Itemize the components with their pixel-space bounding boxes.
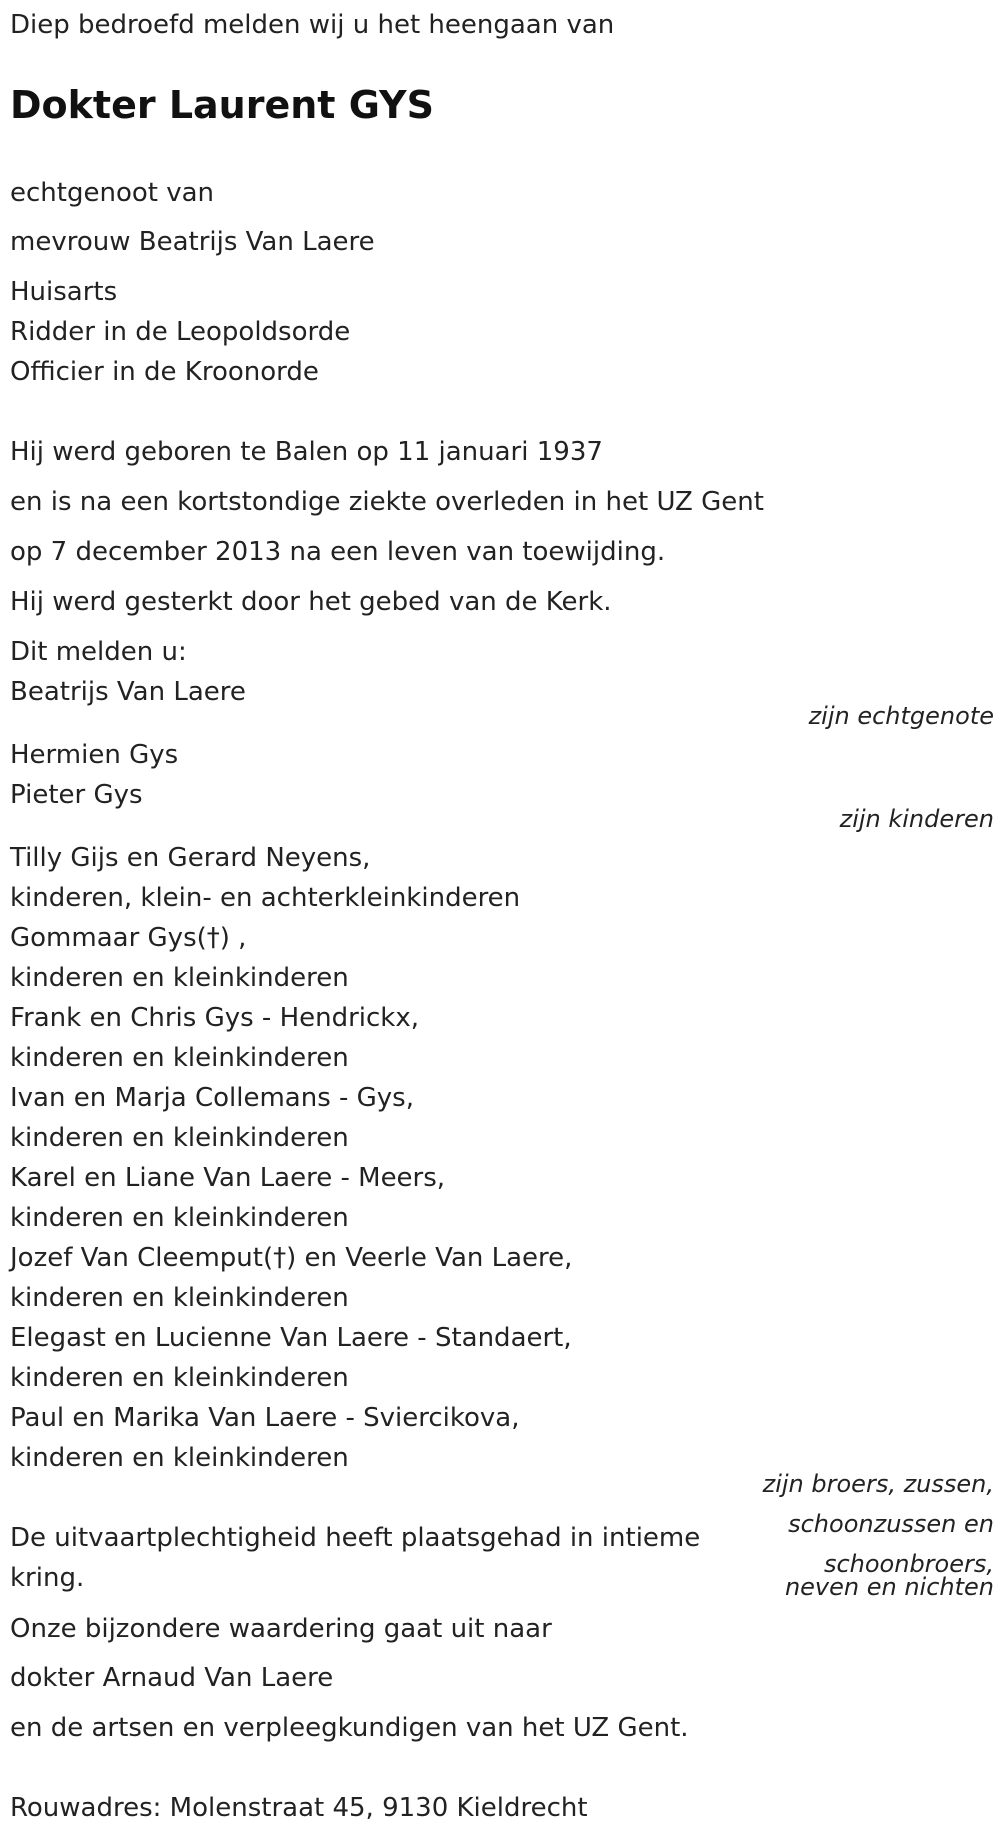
thanks-line: Onze bijzondere waardering gaat uit naar <box>10 1614 552 1644</box>
family-name: kinderen en kleinkinderen <box>10 1043 349 1073</box>
family-name: Jozef Van Cleemput(†) en Veerle Van Laere, <box>10 1243 573 1273</box>
family-name: Paul en Marika Van Laere - Sviercikova, <box>10 1403 520 1433</box>
family-name: Tilly Gijs en Gerard Neyens, <box>10 843 371 873</box>
family-name: kinderen en kleinkinderen <box>10 1363 349 1393</box>
intro-text: Diep bedroefd melden wij u het heengaan van <box>10 10 615 40</box>
bio-line: Hij werd geboren te Balen op 11 januari 1937 <box>10 437 603 467</box>
family-name: Karel en Liane Van Laere - Meers, <box>10 1163 446 1193</box>
family-role: neven en nichten <box>784 1573 994 1601</box>
bio-line: op 7 december 2013 na een leven van toewijding. <box>10 537 666 567</box>
spouse-intro: echtgenoot van <box>10 178 215 208</box>
deceased-name: Dokter Laurent GYS <box>10 83 434 127</box>
announce-intro: Dit melden u: <box>10 637 187 667</box>
family-name: kinderen en kleinkinderen <box>10 963 349 993</box>
title-line: Officier in de Kroonorde <box>10 357 319 387</box>
bio-line: Hij werd gesterkt door het gebed van de Kerk. <box>10 587 612 617</box>
mourning-address: Rouwadres: Molenstraat 45, 9130 Kieldrecht <box>10 1793 588 1823</box>
funeral-text: kring. <box>10 1563 85 1593</box>
family-name: kinderen en kleinkinderen <box>10 1443 349 1473</box>
family-role: zijn broers, zussen, <box>762 1470 994 1498</box>
title-line: Huisarts <box>10 277 118 307</box>
family-role: schoonbroers, <box>823 1550 994 1578</box>
family-role: schoonzussen en <box>788 1510 994 1538</box>
thanks-line: en de artsen en verpleegkundigen van het UZ Gent. <box>10 1713 689 1743</box>
family-name: kinderen, klein- en achterkleinkinderen <box>10 883 521 913</box>
family-name: kinderen en kleinkinderen <box>10 1283 349 1313</box>
thanks-line: dokter Arnaud Van Laere <box>10 1663 334 1693</box>
family-role: zijn echtgenote <box>808 702 994 730</box>
family-name: kinderen en kleinkinderen <box>10 1203 349 1233</box>
family-name: Gommaar Gys(†) , <box>10 923 247 953</box>
title-line: Ridder in de Leopoldsorde <box>10 317 351 347</box>
family-name: Elegast en Lucienne Van Laere - Standaert, <box>10 1323 572 1353</box>
family-role: zijn kinderen <box>839 805 994 833</box>
family-name: Pieter Gys <box>10 780 143 810</box>
bio-line: en is na een kortstondige ziekte overleden in het UZ Gent <box>10 487 764 517</box>
family-name: Frank en Chris Gys - Hendrickx, <box>10 1003 420 1033</box>
family-name: Beatrijs Van Laere <box>10 677 246 707</box>
family-name: Hermien Gys <box>10 740 179 770</box>
spouse-name: mevrouw Beatrijs Van Laere <box>10 227 375 257</box>
family-name: Ivan en Marja Collemans - Gys, <box>10 1083 414 1113</box>
funeral-text: De uitvaartplechtigheid heeft plaatsgehad in intieme <box>10 1523 701 1553</box>
family-name: kinderen en kleinkinderen <box>10 1123 349 1153</box>
